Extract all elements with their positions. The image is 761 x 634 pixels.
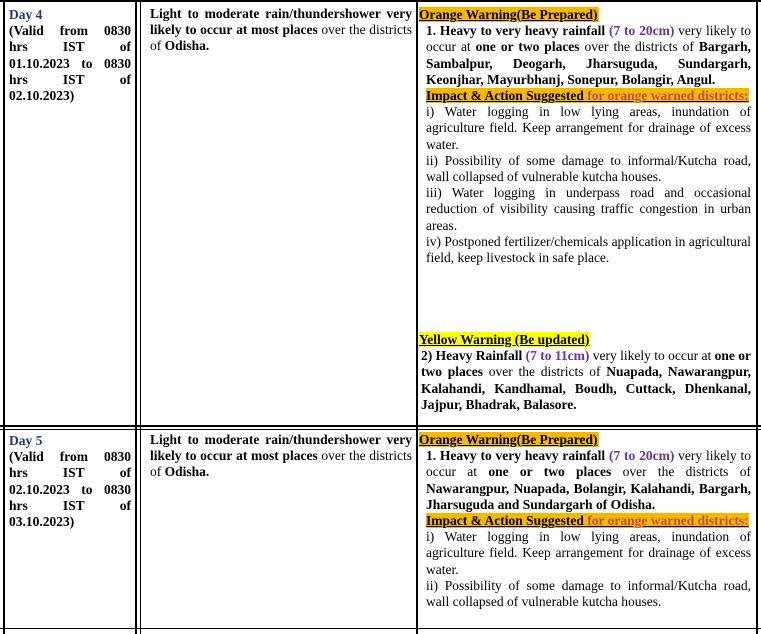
over-text: over the districts of (488, 364, 601, 380)
warning-cell (421, 432, 751, 610)
rainfall-intensity: 1. Heavy to very heavy rainfall (426, 448, 606, 464)
validity-word: 0830 (103, 23, 131, 39)
district-list: Bargarh, Sambalpur, Deogarh, Jharsuguda, Sundargarh, Keonjhar, Mayurbhanj, Sonepur, Bolangir, Angul. (426, 39, 751, 87)
impact-list (421, 529, 751, 610)
rainfall-amount: (7 to 20cm) (608, 448, 675, 464)
validity-word: to (81, 481, 93, 497)
orange-warning-item (421, 448, 751, 513)
orange-warning-item (421, 23, 751, 88)
validity-word: of (119, 39, 131, 55)
orange-warning-title: Orange Warning(Be Prepared) (419, 7, 598, 22)
coverage-text: one or two places (475, 39, 580, 55)
validity-word: hrs (9, 39, 28, 55)
impact-label: Impact & Action Suggested (426, 513, 584, 529)
rainfall-intensity: 1. Heavy to very heavy rainfall (426, 23, 606, 39)
likelihood-text: very likely to occur at (426, 23, 751, 55)
forecast-cell (150, 6, 412, 55)
validity-line (9, 449, 131, 465)
validity-word: IST (62, 71, 85, 87)
validity-word: of (119, 497, 131, 513)
impact-item: iv) Postponed fertilizer/chemicals application in agricultural field, keep livestock in safe place. (426, 233, 752, 266)
orange-warning-title: Orange Warning(Be Prepared) (419, 432, 598, 447)
impact-item: ii) Possibility of some damage to informal/Kutcha road, wall collapsed of vulnerable kutcha houses. (426, 577, 751, 610)
forecast-coverage: at most places (236, 22, 318, 38)
table-bottom-border (0, 628, 761, 629)
validity-word: from (59, 449, 88, 465)
validity-word: 01.10.2023 (9, 55, 70, 71)
impact-suffix: for orange warned districts: (587, 88, 749, 104)
row-divider-inner (0, 429, 761, 430)
validity-period (9, 449, 131, 530)
col-border-left (3, 0, 5, 634)
rainfall-amount: (7 to 20cm) (608, 23, 675, 39)
forecast-text-mid: over the districts of (150, 22, 413, 54)
impact-list (421, 104, 751, 266)
impact-item: i) Water logging in low lying areas, inundation of agriculture field. Keep arrangement for drainage of excess water. (426, 104, 751, 152)
validity-word: 0830 (103, 449, 131, 465)
col-border-2 (416, 0, 418, 634)
validity-line (9, 482, 131, 498)
impact-item: ii) Possibility of some damage to informal/Kutcha road, wall collapsed of vulnerable kutcha houses. (426, 152, 751, 185)
validity-word: from (59, 23, 88, 39)
over-text: over the districts of (622, 464, 751, 480)
validity-period (9, 23, 131, 104)
day-cell (9, 433, 131, 530)
coverage-text: one or two places (421, 348, 752, 380)
validity-word: hrs (9, 465, 28, 481)
forecast-state: Odisha. (164, 38, 210, 54)
validity-line (9, 72, 131, 88)
impact-heading (421, 513, 751, 529)
validity-word: 0830 (104, 481, 131, 497)
impact-suffix: for orange warned districts: (587, 513, 749, 529)
table-top-border (0, 0, 761, 2)
col-border-right (756, 0, 758, 634)
likelihood-text: very likely to occur at (592, 348, 712, 364)
col-border-1b (140, 0, 141, 634)
validity-word: IST (62, 465, 85, 481)
yellow-warning-block (421, 332, 751, 413)
validity-line (9, 56, 131, 72)
validity-word: 03.10.2023) (9, 514, 75, 530)
forecast-coverage: at most places (236, 448, 318, 464)
impact-item: i) Water logging in low lying areas, inundation of agriculture field. Keep arrangement for drainage of excess water. (426, 529, 751, 577)
warning-cell (421, 7, 751, 266)
validity-word: (Valid (9, 23, 44, 39)
impact-heading (421, 88, 751, 104)
coverage-text: one or two places (488, 464, 612, 480)
validity-word: IST (62, 497, 85, 513)
validity-line (9, 498, 131, 514)
validity-word: 02.10.2023 (9, 481, 70, 497)
rainfall-intensity: 2) Heavy Rainfall (421, 348, 523, 364)
validity-line (9, 465, 131, 481)
district-list: Nuapada, Nawarangpur, Kalahandi, Kandhamal, Boudh, Cuttack, Dhenkanal, Jajpur, Bhadrak, Balasore. (421, 364, 752, 412)
day-label: Day 5 (9, 433, 43, 448)
validity-word: 02.10.2023) (9, 88, 75, 104)
validity-line (9, 514, 131, 530)
col-border-1 (135, 0, 137, 634)
forecast-text: Light to moderate rain/thundershower very likely to occur (150, 6, 412, 38)
validity-word: hrs (9, 71, 28, 87)
validity-line (9, 39, 131, 55)
likelihood-text: very likely to occur at (426, 448, 751, 480)
rainfall-amount: (7 to 11cm) (525, 348, 590, 364)
validity-word: to (81, 55, 93, 71)
forecast-cell (150, 432, 412, 481)
over-text: over the districts of (584, 39, 694, 55)
validity-line (9, 23, 131, 39)
yellow-warning-title: Yellow Warning (Be updated) (419, 332, 590, 347)
impact-label: Impact & Action Suggested (426, 88, 584, 104)
yellow-warning-item (421, 348, 751, 413)
day-label: Day 4 (9, 7, 43, 22)
validity-word: IST (62, 39, 85, 55)
day-cell (9, 7, 131, 104)
forecast-text: Light to moderate rain/thundershower very likely to occur (150, 432, 412, 464)
row-divider (0, 425, 761, 427)
validity-word: 0830 (104, 55, 131, 71)
impact-item: iii) Water logging in underpass road and occasional reduction of visibility causing traffic congestion in urban areas. (426, 185, 751, 233)
forecast-text-mid: over the districts of (150, 448, 413, 480)
validity-word: of (119, 465, 131, 481)
validity-word: of (119, 71, 131, 87)
forecast-state: Odisha. (164, 464, 210, 480)
validity-word: (Valid (9, 449, 44, 465)
validity-line (9, 88, 131, 104)
validity-word: hrs (9, 497, 28, 513)
district-list: Nawarangpur, Nuapada, Bolangir, Kalahandi, Bargarh, Jharsuguda and Sundargarh of Odisha. (426, 480, 751, 512)
